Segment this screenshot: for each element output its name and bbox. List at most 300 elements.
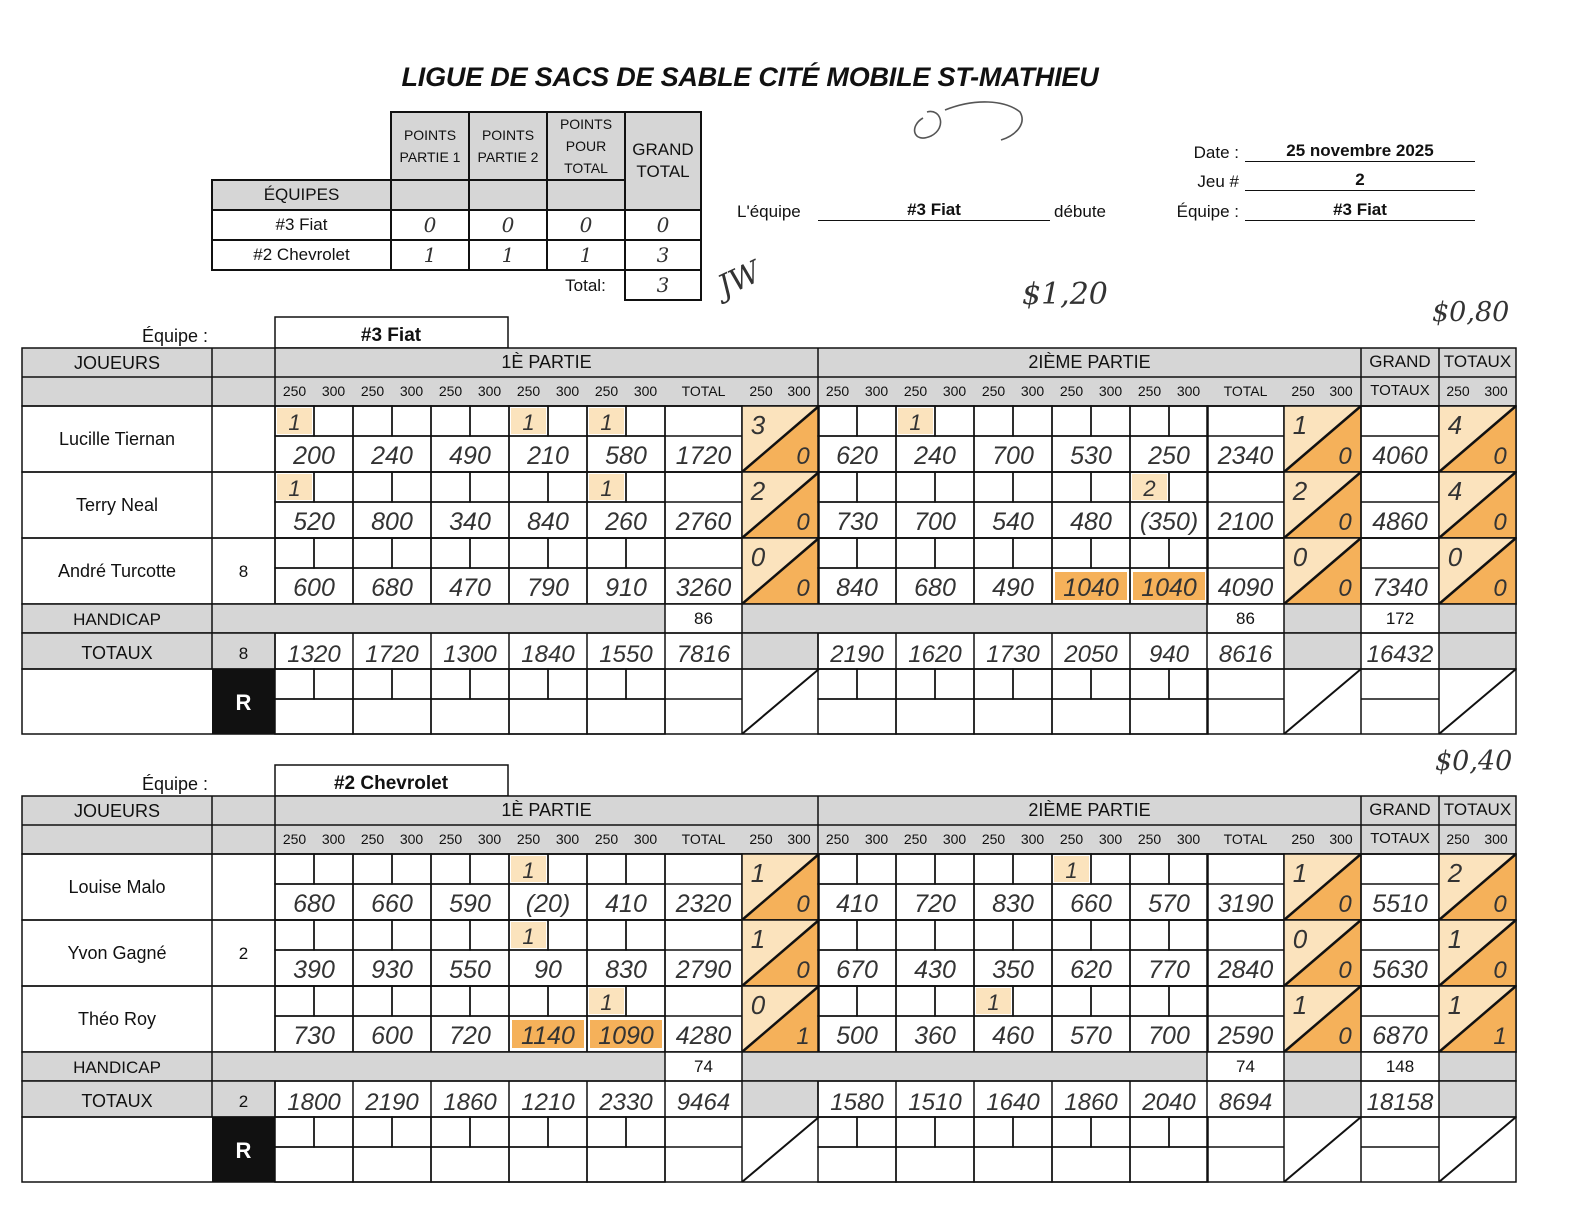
- sack-value-header: 300: [942, 383, 967, 399]
- sack-value-header: 250: [360, 831, 385, 847]
- mark-box: [1091, 538, 1130, 568]
- mark-box: [548, 669, 587, 699]
- frame-score: (20): [525, 890, 571, 918]
- game-number-value: 2: [1245, 170, 1475, 191]
- total-header: TOTAL: [1223, 383, 1268, 399]
- joueurs-header: JOUEURS: [73, 801, 161, 821]
- frame-total: 1800: [287, 1089, 341, 1116]
- mark-box: [974, 538, 1013, 568]
- points-300: 0: [796, 443, 810, 470]
- mark-box: [935, 920, 974, 950]
- summary-points-total: 0: [547, 210, 625, 240]
- frame-mark: 1: [288, 410, 301, 435]
- mark-box: [1130, 669, 1169, 699]
- mark-box: [470, 920, 509, 950]
- summary-points-p1: 1: [391, 240, 469, 270]
- frame-score: 1140: [521, 1022, 575, 1050]
- frame-mark: 1: [600, 476, 613, 501]
- points-250: 2: [1292, 476, 1308, 506]
- frame-score: 730: [836, 508, 878, 536]
- frame-score: (350): [1139, 508, 1199, 536]
- mark-box: [431, 472, 470, 502]
- mark-box: [1130, 854, 1169, 884]
- frame-total: 2190: [365, 1089, 419, 1116]
- frame-score-box: [509, 1147, 587, 1182]
- mark-box: [626, 472, 665, 502]
- mark-box: [392, 1117, 431, 1147]
- date-label: Date :: [1193, 143, 1239, 162]
- frame-mark: 1: [600, 410, 613, 435]
- frame-total: 1620: [908, 641, 962, 668]
- totaux-label: TOTAUX: [81, 643, 153, 663]
- points-diagonal: [1439, 669, 1516, 734]
- frame-score: 460: [992, 1022, 1034, 1050]
- mark-box: [509, 538, 548, 568]
- frame-score: 580: [605, 442, 647, 470]
- game-total: 2790: [675, 956, 732, 984]
- points-250: 0: [1447, 542, 1463, 572]
- mark-box: [275, 538, 314, 568]
- sack-value-header: 250: [1059, 383, 1084, 399]
- sack-value-header: 250: [749, 383, 773, 399]
- starts-prefix: L'équipe: [737, 202, 801, 221]
- mark-box: [431, 920, 470, 950]
- points-300: 0: [796, 891, 810, 918]
- mark-box: [1169, 1117, 1208, 1147]
- frame-score: 240: [914, 442, 956, 470]
- summary-total-value: 3: [625, 270, 701, 300]
- mark-box: [1052, 986, 1091, 1016]
- frame-score: 700: [992, 442, 1034, 470]
- points-250: 0: [750, 542, 766, 572]
- mark-box: [1013, 472, 1052, 502]
- frame-score-box: [275, 1147, 353, 1182]
- frame-score: 360: [914, 1022, 956, 1050]
- mark-box: [818, 986, 857, 1016]
- mark-box: [587, 669, 626, 699]
- frame-mark: 1: [288, 476, 301, 501]
- game-total: 2760: [675, 508, 732, 536]
- mark-box: [353, 669, 392, 699]
- frame-score-box: [431, 699, 509, 734]
- partie-1-header: 1È PARTIE: [501, 352, 592, 372]
- mark-box: [1052, 669, 1091, 699]
- handwritten-amount: $1,20: [1022, 277, 1108, 312]
- handicap-band: [22, 1052, 1516, 1081]
- frame-score: 390: [293, 956, 335, 984]
- mark-box: [1130, 406, 1169, 436]
- game-1-team-total: 9464: [676, 1089, 731, 1116]
- frame-score: 570: [1070, 1022, 1112, 1050]
- frame-total: 1580: [830, 1089, 884, 1116]
- summary-team-name: #3 Fiat: [212, 210, 391, 240]
- summary-team-name: #2 Chevrolet: [212, 240, 391, 270]
- frame-score-box: [818, 1147, 896, 1182]
- equipes-header: ÉQUIPES: [212, 180, 391, 210]
- mark-box: [1091, 472, 1130, 502]
- mark-box: [857, 1117, 896, 1147]
- mark-box: [1013, 854, 1052, 884]
- mark-box: [818, 538, 857, 568]
- game-2-team-total: 8694: [1218, 1089, 1273, 1116]
- frame-score: 350: [992, 956, 1034, 984]
- mark-box: [857, 854, 896, 884]
- game-total: 2590: [1217, 1022, 1274, 1050]
- frame-score: 590: [449, 890, 491, 918]
- league-title: LIGUE DE SACS DE SABLE CITÉ MOBILE ST-MATHIEU: [401, 62, 1099, 92]
- frame-score: 680: [293, 890, 335, 918]
- points-250: 1: [1292, 858, 1308, 888]
- points-250: 1: [750, 858, 766, 888]
- frame-total: 1860: [1064, 1089, 1118, 1116]
- points-250: 4: [1447, 410, 1463, 440]
- sack-value-header: 250: [438, 383, 463, 399]
- mark-box: [1169, 920, 1208, 950]
- mark-box: [353, 986, 392, 1016]
- frame-total: 1720: [365, 641, 419, 668]
- points-300: 0: [1493, 957, 1507, 984]
- sack-value-header: 300: [477, 383, 502, 399]
- frame-score: 540: [992, 508, 1034, 536]
- points-250: 2: [750, 476, 766, 506]
- points-diagonal: [1284, 1117, 1361, 1182]
- frame-score-box: [275, 699, 353, 734]
- frame-score: 260: [605, 508, 647, 536]
- mark-box: [818, 920, 857, 950]
- sack-value-header: 250: [981, 383, 1006, 399]
- frame-score: 700: [1148, 1022, 1190, 1050]
- mark-box: [587, 538, 626, 568]
- mark-box: [1091, 406, 1130, 436]
- mark-box: [1091, 986, 1130, 1016]
- mark-box: [392, 669, 431, 699]
- points-300: 1: [796, 1023, 810, 1050]
- points-300: 0: [1338, 443, 1352, 470]
- mark-box: [431, 538, 470, 568]
- frame-score: 550: [449, 956, 491, 984]
- sack-value-header: 300: [633, 383, 658, 399]
- points-300: 0: [796, 509, 810, 536]
- sack-value-header: 250: [438, 831, 463, 847]
- mark-box: [587, 1117, 626, 1147]
- frame-score-box: [974, 699, 1052, 734]
- handicap-grand: 172: [1385, 609, 1415, 628]
- handicap-label: HANDICAP: [73, 610, 161, 629]
- player-grand-total: 5510: [1372, 890, 1428, 918]
- frame-score: 200: [293, 442, 335, 470]
- grand-header: GRAND: [1369, 800, 1431, 819]
- frame-score-box: [1130, 699, 1208, 734]
- sack-value-header: 300: [321, 831, 346, 847]
- game-total: 2340: [1217, 442, 1274, 470]
- totaux-label: TOTAUX: [81, 1091, 153, 1111]
- sack-value-header: 250: [594, 383, 619, 399]
- sack-value-header: 250: [825, 831, 850, 847]
- mark-box: [392, 538, 431, 568]
- handicap-band: [22, 604, 1516, 633]
- frame-mark: 1: [909, 410, 922, 435]
- mark-box: [818, 669, 857, 699]
- mark-box: [314, 538, 353, 568]
- frame-score: 410: [836, 890, 878, 918]
- game-number-label: Jeu #: [1197, 172, 1239, 191]
- points-300: 0: [1493, 891, 1507, 918]
- team-grand-total: 16432: [1366, 641, 1434, 668]
- game-total: 4280: [675, 1022, 732, 1050]
- mark-box: [626, 406, 665, 436]
- points-250: 1: [1292, 410, 1308, 440]
- sack-value-header: 250: [903, 383, 928, 399]
- partie-2-header: 2IÈME PARTIE: [1028, 800, 1151, 820]
- sack-value-header: 250: [1291, 383, 1315, 399]
- mark-box: [353, 854, 392, 884]
- mark-box: [470, 538, 509, 568]
- mark-box: [314, 854, 353, 884]
- frame-score: 490: [449, 442, 491, 470]
- mark-box: [1052, 406, 1091, 436]
- mark-box: [857, 472, 896, 502]
- summary-points-p2: 1: [469, 240, 547, 270]
- frame-score: 490: [992, 574, 1034, 602]
- mark-box: [626, 920, 665, 950]
- frame-total: 2040: [1142, 1089, 1196, 1116]
- sack-value-header: 250: [903, 831, 928, 847]
- mark-box: [1130, 986, 1169, 1016]
- grand-header: GRAND: [1369, 352, 1431, 371]
- points-diagonal: [742, 669, 819, 734]
- frame-total: 1300: [443, 641, 497, 668]
- mark-box: [548, 854, 587, 884]
- mark-box: [1091, 1117, 1130, 1147]
- mark-box: [935, 472, 974, 502]
- mark-box: [1013, 1117, 1052, 1147]
- totaux-header: TOTAUX: [1443, 800, 1512, 819]
- mark-box: [275, 920, 314, 950]
- mark-box: [353, 472, 392, 502]
- points-300: 0: [1493, 443, 1507, 470]
- frame-score: 90: [534, 956, 562, 984]
- frame-score: 240: [371, 442, 413, 470]
- points-300: 0: [796, 957, 810, 984]
- mark-box: [1130, 538, 1169, 568]
- player-name: Yvon Gagné: [67, 943, 167, 963]
- mark-box: [1052, 1117, 1091, 1147]
- mark-box: [935, 538, 974, 568]
- mark-box: [896, 669, 935, 699]
- mark-box: [935, 669, 974, 699]
- sack-value-header: 300: [864, 831, 889, 847]
- player-grand-total: 6870: [1372, 1022, 1428, 1050]
- mark-box: [974, 920, 1013, 950]
- mark-box: [587, 854, 626, 884]
- frame-score: 830: [605, 956, 647, 984]
- mark-box: [1169, 854, 1208, 884]
- frame-score: 720: [449, 1022, 491, 1050]
- player-name: Lucille Tiernan: [58, 429, 176, 449]
- mark-box: [353, 1117, 392, 1147]
- game-total: 3260: [675, 574, 732, 602]
- sack-value-header: 300: [399, 831, 424, 847]
- frame-score: 340: [449, 508, 491, 536]
- sack-value-header: 300: [864, 383, 889, 399]
- frame-mark: 1: [522, 858, 535, 883]
- mark-box: [896, 920, 935, 950]
- summary-grand-total: 0: [625, 210, 701, 240]
- frame-score-box: [818, 699, 896, 734]
- frame-score: 480: [1070, 508, 1112, 536]
- sack-value-header: 300: [633, 831, 658, 847]
- starting-team: #3 Fiat: [818, 200, 1050, 221]
- frame-score: 730: [293, 1022, 335, 1050]
- mark-box: [431, 669, 470, 699]
- mark-box: [1169, 472, 1208, 502]
- points-300: 0: [1493, 575, 1507, 602]
- handicap-label: HANDICAP: [73, 1058, 161, 1077]
- mark-box: [509, 669, 548, 699]
- mark-box: [1130, 1117, 1169, 1147]
- frame-score-box: [509, 699, 587, 734]
- frame-mark: 2: [1143, 476, 1156, 501]
- total-header: TOTAL: [1223, 831, 1268, 847]
- frame-score: 840: [527, 508, 569, 536]
- mark-box: [314, 1117, 353, 1147]
- mark-box: [896, 472, 935, 502]
- frame-total: 1860: [443, 1089, 497, 1116]
- mark-box: [275, 854, 314, 884]
- mark-box: [392, 406, 431, 436]
- frame-total: 1550: [599, 641, 653, 668]
- points-300: 0: [1338, 509, 1352, 536]
- handicap-game-1: 86: [694, 609, 713, 628]
- frame-total: 940: [1148, 641, 1190, 668]
- frame-score: 620: [1070, 956, 1112, 984]
- player-name: André Turcotte: [57, 561, 177, 581]
- game-total: 1720: [675, 442, 732, 470]
- sack-value-header: 250: [516, 383, 541, 399]
- partie-1-header: 1È PARTIE: [501, 800, 592, 820]
- total-header: TOTAL: [681, 831, 726, 847]
- handwritten-amount: $0,80: [1432, 297, 1510, 328]
- frame-total: 1730: [986, 641, 1040, 668]
- sack-value-header: 300: [1098, 831, 1123, 847]
- handicap-game-2: 86: [1236, 609, 1255, 628]
- frame-score-box: [1052, 1147, 1130, 1182]
- mark-box: [314, 920, 353, 950]
- summary-points-p2: 0: [469, 210, 547, 240]
- handicap-game-2: 74: [1236, 1057, 1255, 1076]
- summary-grand-total: 3: [625, 240, 701, 270]
- sack-value-header: 250: [1446, 831, 1470, 847]
- sack-value-header: 300: [1329, 831, 1353, 847]
- points-300: 0: [796, 575, 810, 602]
- mark-box: [857, 538, 896, 568]
- frame-mark: 1: [987, 990, 1000, 1015]
- grand-totaux-header: TOTAUX: [1370, 830, 1430, 847]
- handwritten-amount: $0,40: [1435, 746, 1513, 777]
- frame-score-box: [1052, 699, 1130, 734]
- mark-box: [974, 472, 1013, 502]
- mark-box: [548, 538, 587, 568]
- mark-box: [431, 1117, 470, 1147]
- mark-box: [1091, 854, 1130, 884]
- frame-score: 530: [1070, 442, 1112, 470]
- frame-score: 660: [1070, 890, 1112, 918]
- sack-value-header: 250: [1137, 383, 1162, 399]
- game-total: 4090: [1217, 574, 1274, 602]
- frame-total: 1640: [986, 1089, 1040, 1116]
- mark-box: [548, 920, 587, 950]
- mark-box: [1052, 920, 1091, 950]
- mark-box: [548, 986, 587, 1016]
- mark-box: [974, 406, 1013, 436]
- mark-box: [392, 472, 431, 502]
- team-grand-total: 18158: [1366, 1089, 1434, 1116]
- game-total: 2840: [1217, 956, 1274, 984]
- game-1-team-total: 7816: [676, 641, 731, 668]
- equipe-label: Équipe :: [141, 326, 208, 346]
- mark-box: [1130, 920, 1169, 950]
- sack-value-header: 250: [594, 831, 619, 847]
- frame-score-box: [896, 699, 974, 734]
- player-grand-total: 4860: [1372, 508, 1428, 536]
- mark-box: [548, 1117, 587, 1147]
- sack-value-header: 300: [1484, 831, 1508, 847]
- summary-points-p1: 0: [391, 210, 469, 240]
- frame-score: 1040: [1063, 574, 1119, 602]
- mark-box: [470, 669, 509, 699]
- mark-box: [353, 920, 392, 950]
- points-250: 4: [1447, 476, 1463, 506]
- frame-score: 1090: [598, 1022, 654, 1050]
- sack-value-header: 300: [1020, 831, 1045, 847]
- mark-box: [470, 472, 509, 502]
- frame-score: 500: [836, 1022, 878, 1050]
- date-value: 25 novembre 2025: [1245, 141, 1475, 162]
- points-250: 0: [1292, 924, 1308, 954]
- mark-box: [470, 986, 509, 1016]
- mark-box: [896, 986, 935, 1016]
- handwritten-initials: JW: [712, 254, 767, 305]
- sack-value-header: 250: [1059, 831, 1084, 847]
- points-partie-1-header: POINTS PARTIE 1: [391, 112, 469, 180]
- sack-value-header: 300: [555, 831, 580, 847]
- points-pour-total-header: POINTS POUR TOTAL: [547, 112, 625, 180]
- mark-box: [509, 1117, 548, 1147]
- mark-box: [1013, 538, 1052, 568]
- mark-box: [626, 538, 665, 568]
- sack-value-header: 300: [1176, 383, 1201, 399]
- replacement-label: R: [235, 1138, 252, 1163]
- joueurs-header: JOUEURS: [73, 353, 161, 373]
- points-250: 1: [1447, 990, 1463, 1020]
- points-250: 2: [1447, 858, 1463, 888]
- points-250: 0: [1292, 542, 1308, 572]
- mark-box: [818, 406, 857, 436]
- sack-value-header: 300: [477, 831, 502, 847]
- frame-score: 680: [914, 574, 956, 602]
- player-handicap: 2: [238, 944, 249, 963]
- player-grand-total: 4060: [1372, 442, 1428, 470]
- frame-score: 720: [914, 890, 956, 918]
- frame-score: 430: [914, 956, 956, 984]
- total-header: TOTAL: [681, 383, 726, 399]
- mark-box: [974, 1117, 1013, 1147]
- player-name: Théo Roy: [77, 1009, 157, 1029]
- mark-box: [470, 1117, 509, 1147]
- points-diagonal: [1284, 669, 1361, 734]
- mark-box: [1013, 406, 1052, 436]
- frame-score-box: [587, 699, 665, 734]
